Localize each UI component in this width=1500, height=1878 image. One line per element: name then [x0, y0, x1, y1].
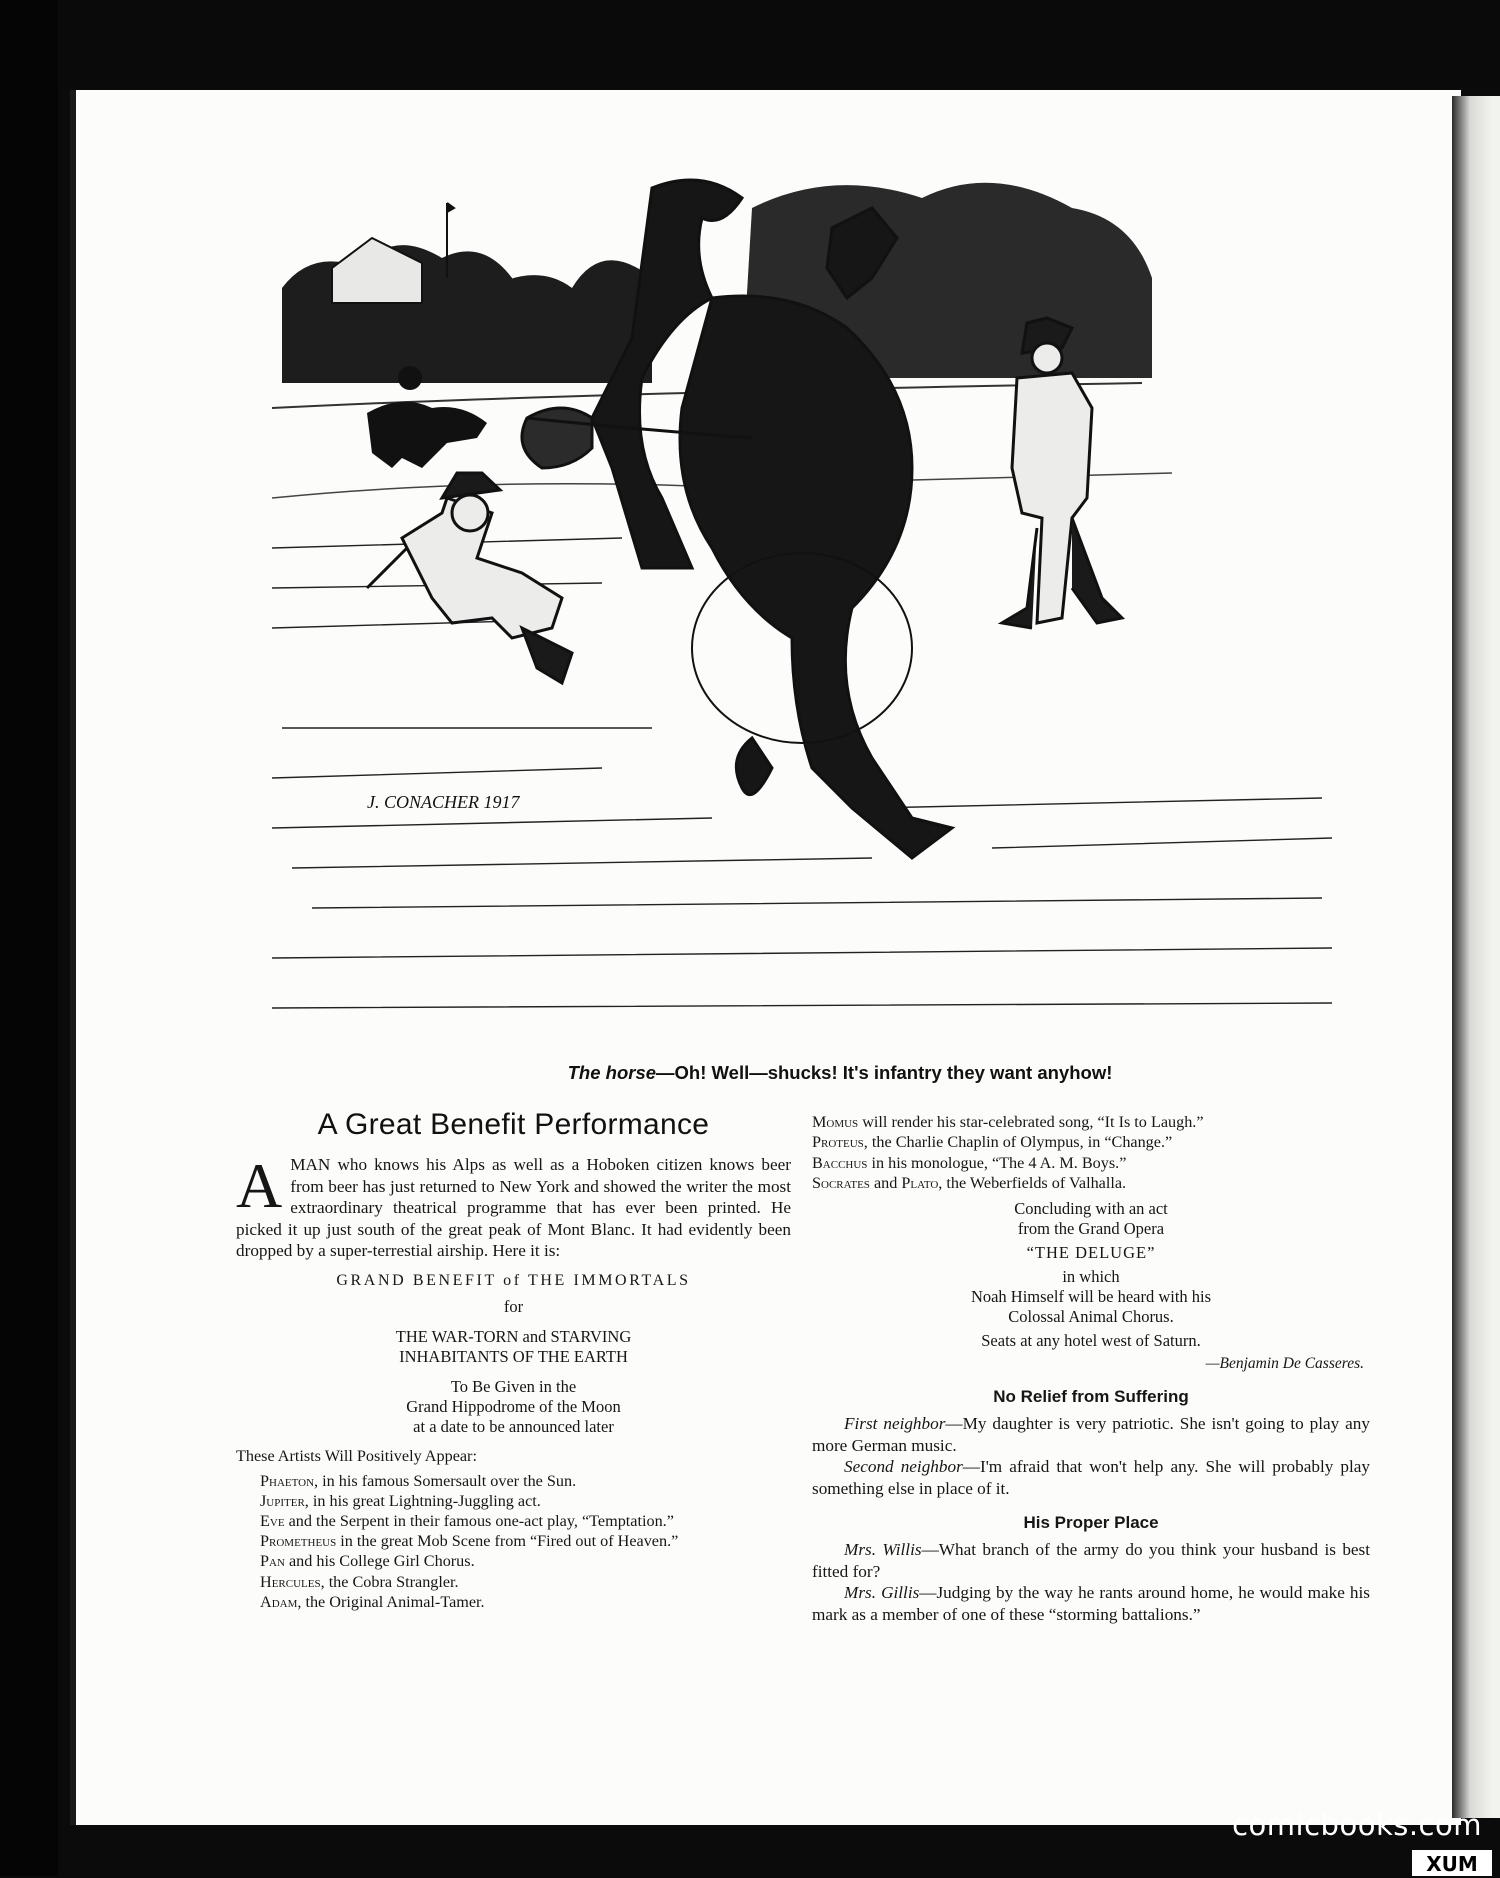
article-intro: [236, 1150, 791, 1262]
next-page-edge: [1452, 96, 1500, 1818]
cartoon-caption: [440, 1062, 1240, 1084]
joke-line: Second neighbor—I'm afraid that won't help any. She will probably play something else in place of it.: [812, 1457, 1370, 1498]
cartoon-illustration: [272, 168, 1342, 1048]
scan-dark-border: [0, 0, 1500, 88]
author-signature: —Benjamin De Casseres.: [1205, 1355, 1364, 1373]
list-item: Eve and the Serpent in their famous one-act play, “Temptation.”: [260, 1511, 674, 1530]
caption-speaker: The horse: [567, 1062, 657, 1083]
site-watermark: comicbooks.com: [1232, 1808, 1482, 1842]
beneficiaries-line-1: THE WAR-TORN and STARVING: [395, 1326, 632, 1346]
joke-title: No Relief from Suffering: [993, 1387, 1189, 1407]
finale-line: Concluding with an act: [1014, 1199, 1168, 1219]
venue-line-2: Grand Hippodrome of the Moon: [406, 1396, 621, 1416]
list-item: Prometheus in the great Mob Scene from “Fired out of Heaven.”: [260, 1532, 679, 1551]
drop-cap: A: [236, 1150, 283, 1221]
joke-title: His Proper Place: [1023, 1513, 1159, 1533]
article-left-column: [236, 1108, 791, 1612]
artist-signature: J. CONACHER 1917: [367, 792, 520, 812]
venue-line-1: To Be Given in the: [450, 1376, 577, 1396]
caption-text: —Oh! Well—shucks! It's infantry they want anyhow!: [656, 1062, 1113, 1083]
intro-text: MAN who knows his Alps as well as a Hoboken citizen knows beer from beer has just returned to New York and showed the writer the most extraordinary theatrical programme that has ever been printed. He picked it up just south of the great peak of Mont Blanc. It had evidently been dropped by a super-terrestial airship. Here it is:: [236, 1155, 791, 1260]
list-item: Hercules, the Cobra Strangler.: [260, 1572, 459, 1591]
list-item: Pan and his College Girl Chorus.: [260, 1552, 475, 1571]
artists-list: [260, 1471, 791, 1612]
finale-line: in which: [1062, 1267, 1120, 1287]
finale-line: from the Grand Opera: [1017, 1219, 1165, 1239]
beneficiaries-line-2: INHABITANTS OF THE EARTH: [399, 1346, 628, 1366]
program-title: GRAND BENEFIT of THE IMMORTALS: [336, 1271, 691, 1289]
list-item: Adam, the Original Animal-Tamer.: [260, 1592, 485, 1611]
article-right-column: [812, 1112, 1370, 1625]
venue-line-3: at a date to be announced later: [413, 1416, 614, 1436]
program-for: for: [503, 1296, 524, 1316]
finale-opera-title: “THE DELUGE”: [1026, 1243, 1156, 1263]
joke-line: First neighbor—My daughter is very patriotic. She isn't going to play any more German music.: [812, 1414, 1370, 1455]
list-item: Socrates and Plato, the Weberfields of Valhalla.: [812, 1173, 1127, 1192]
corner-tag: XUM: [1412, 1850, 1492, 1876]
finale-line: Noah Himself will be heard with his: [970, 1287, 1212, 1307]
scan-left-gutter: [0, 0, 58, 1876]
joke-line: Mrs. Willis—What branch of the army do you think your husband is best fitted for?: [812, 1540, 1371, 1581]
list-item: Jupiter, in his great Lightning-Juggling act.: [260, 1491, 541, 1510]
list-item: Phaeton, in his famous Somersault over the Sun.: [260, 1471, 577, 1490]
list-item: Proteus, the Charlie Chaplin of Olympus, in “Change.”: [812, 1133, 1173, 1152]
list-item: Bacchus in his monologue, “The 4 A. M. Boys.”: [812, 1153, 1127, 1172]
joke-line: Mrs. Gillis—Judging by the way he rants around home, he would make his mark as a member of one of these “storming battalions.”: [812, 1583, 1370, 1624]
list-item: Momus will render his star-celebrated song, “It Is to Laugh.”: [812, 1113, 1204, 1131]
article-title: A Great Benefit Performance: [317, 1108, 710, 1141]
finale-line: Colossal Animal Chorus.: [1008, 1307, 1174, 1327]
artists-heading: These Artists Will Positively Appear:: [236, 1446, 477, 1465]
finale-line: Seats at any hotel west of Saturn.: [981, 1331, 1201, 1351]
